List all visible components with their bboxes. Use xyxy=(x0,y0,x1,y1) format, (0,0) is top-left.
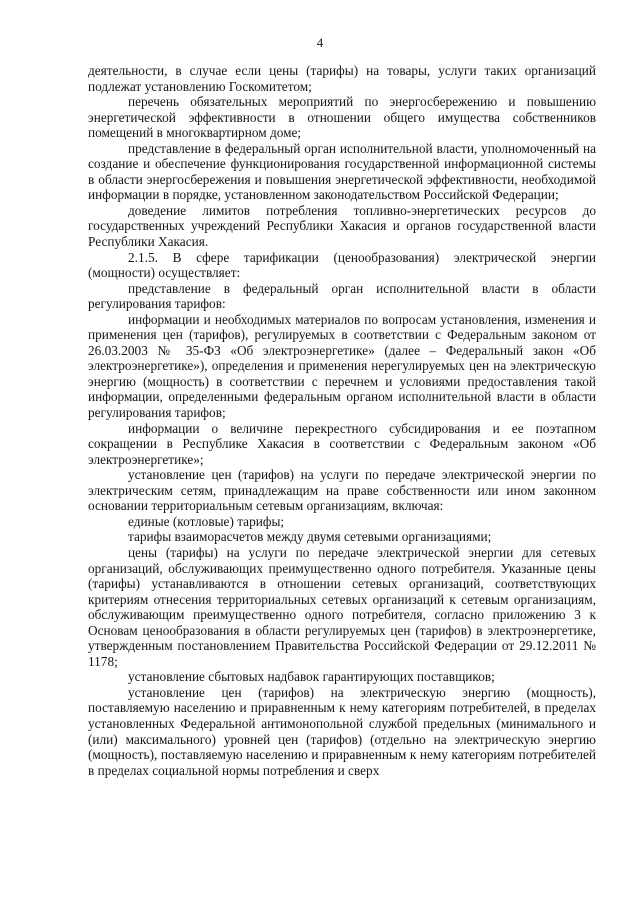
paragraph-information-submission: представление в федеральный орган исполнительной власти, уполномоченный на создание и обеспечение функционирования государственной информационной системы в области энергосбережения и повышения энергетической эффективности, необходимой информации в порядке, установленном законодательством Российской Федерации; xyxy=(88,140,596,203)
paragraph-consumption-limits: доведение лимитов потребления топливно-энергетических ресурсов до государственных учреждений Республики Хакасия и органов государственной власти Республики Хакасия. xyxy=(88,202,596,250)
paragraph-pricing-materials: информации и необходимых материалов по вопросам установления, изменения и применения цен (тарифов), регулируемых в соответствии с Федеральным законом от 26.03.2003 № 35-ФЗ «Об электроэнергетике» (далее – Федеральный закон «Об электроэнергетике»), определения и применения нерегулируемых цен на электрическую энергию (мощность) в соответствии с перечнем и условиями предоставления такой информации, определенными федеральным органом исполнительной власти в области регулирования тарифов; xyxy=(88,311,596,421)
paragraph-single-consumer-tariffs: цены (тарифы) на услуги по передаче электрической энергии для сетевых организаций, обслуживающих преимущественно одного потребителя. Указанные цены (тарифы) устанавливаются в отношении сетевых организаций, соответствующих критериям отнесения территориальных сетевых организаций к сетевым организациям, обслуживающим преимущественно одного потребителя, согласно приложению 3 к Основам ценообразования в области регулируемых цен (тарифов) в электроэнергетике, утвержденным постановлением Правительства Российской Федерации от 29.12.2011 № 1178; xyxy=(88,544,596,669)
paragraph-federal-submission: представление в федеральный орган исполнительной власти в области регулирования тарифов: xyxy=(88,280,596,312)
paragraph-transmission-tariffs: установление цен (тарифов) на услуги по передаче электрической энергии по электрическим сетям, принадлежащим на праве собственности или ином законном основании территориальным сетевым организациям, включая: xyxy=(88,467,596,514)
paragraph-cross-subsidy: информации о величине перекрестного субсидирования и ее поэтапном сокращении в Республике Хакасия в соответствии с Федеральным законом «Об электроэнергетике»; xyxy=(88,420,596,467)
paragraph-mutual-settlement-tariffs: тарифы взаиморасчетов между двумя сетевыми организациями; xyxy=(128,529,492,545)
document-body xyxy=(88,63,596,778)
paragraph-section-2-1-5: 2.1.5. В сфере тарификации (ценообразования) электрической энергии (мощности) осуществляет: xyxy=(88,249,596,281)
paragraph-energy-saving-measures: перечень обязательных мероприятий по энергосбережению и повышению энергетической эффективности в отношении общего имущества собственников помещений в многоквартирном доме; xyxy=(88,94,596,141)
page-number: 4 xyxy=(316,35,324,50)
paragraph-population-prices: установление цен (тарифов) на электрическую энергию (мощность), поставляемую населению и приравненным к нему категориям потребителей, в пределах установленных Федеральной антимонопольной службой предельных (минимального и (или) максимального) уровней цен (тарифов) (отдельно на электрическую энергию (мощность), поставляемую населению и приравненным к нему категориям потребителей в пределах социальной нормы потребления и сверх xyxy=(88,684,596,778)
paragraph-continuation: деятельности, в случае если цены (тарифы) на товары, услуги таких организаций подлежат установлению Госкомитетом; xyxy=(88,63,596,94)
paragraph-sales-markups: установление сбытовых надбавок гарантирующих поставщиков; xyxy=(128,669,495,685)
paragraph-unified-tariffs: единые (котловые) тарифы; xyxy=(128,513,285,529)
